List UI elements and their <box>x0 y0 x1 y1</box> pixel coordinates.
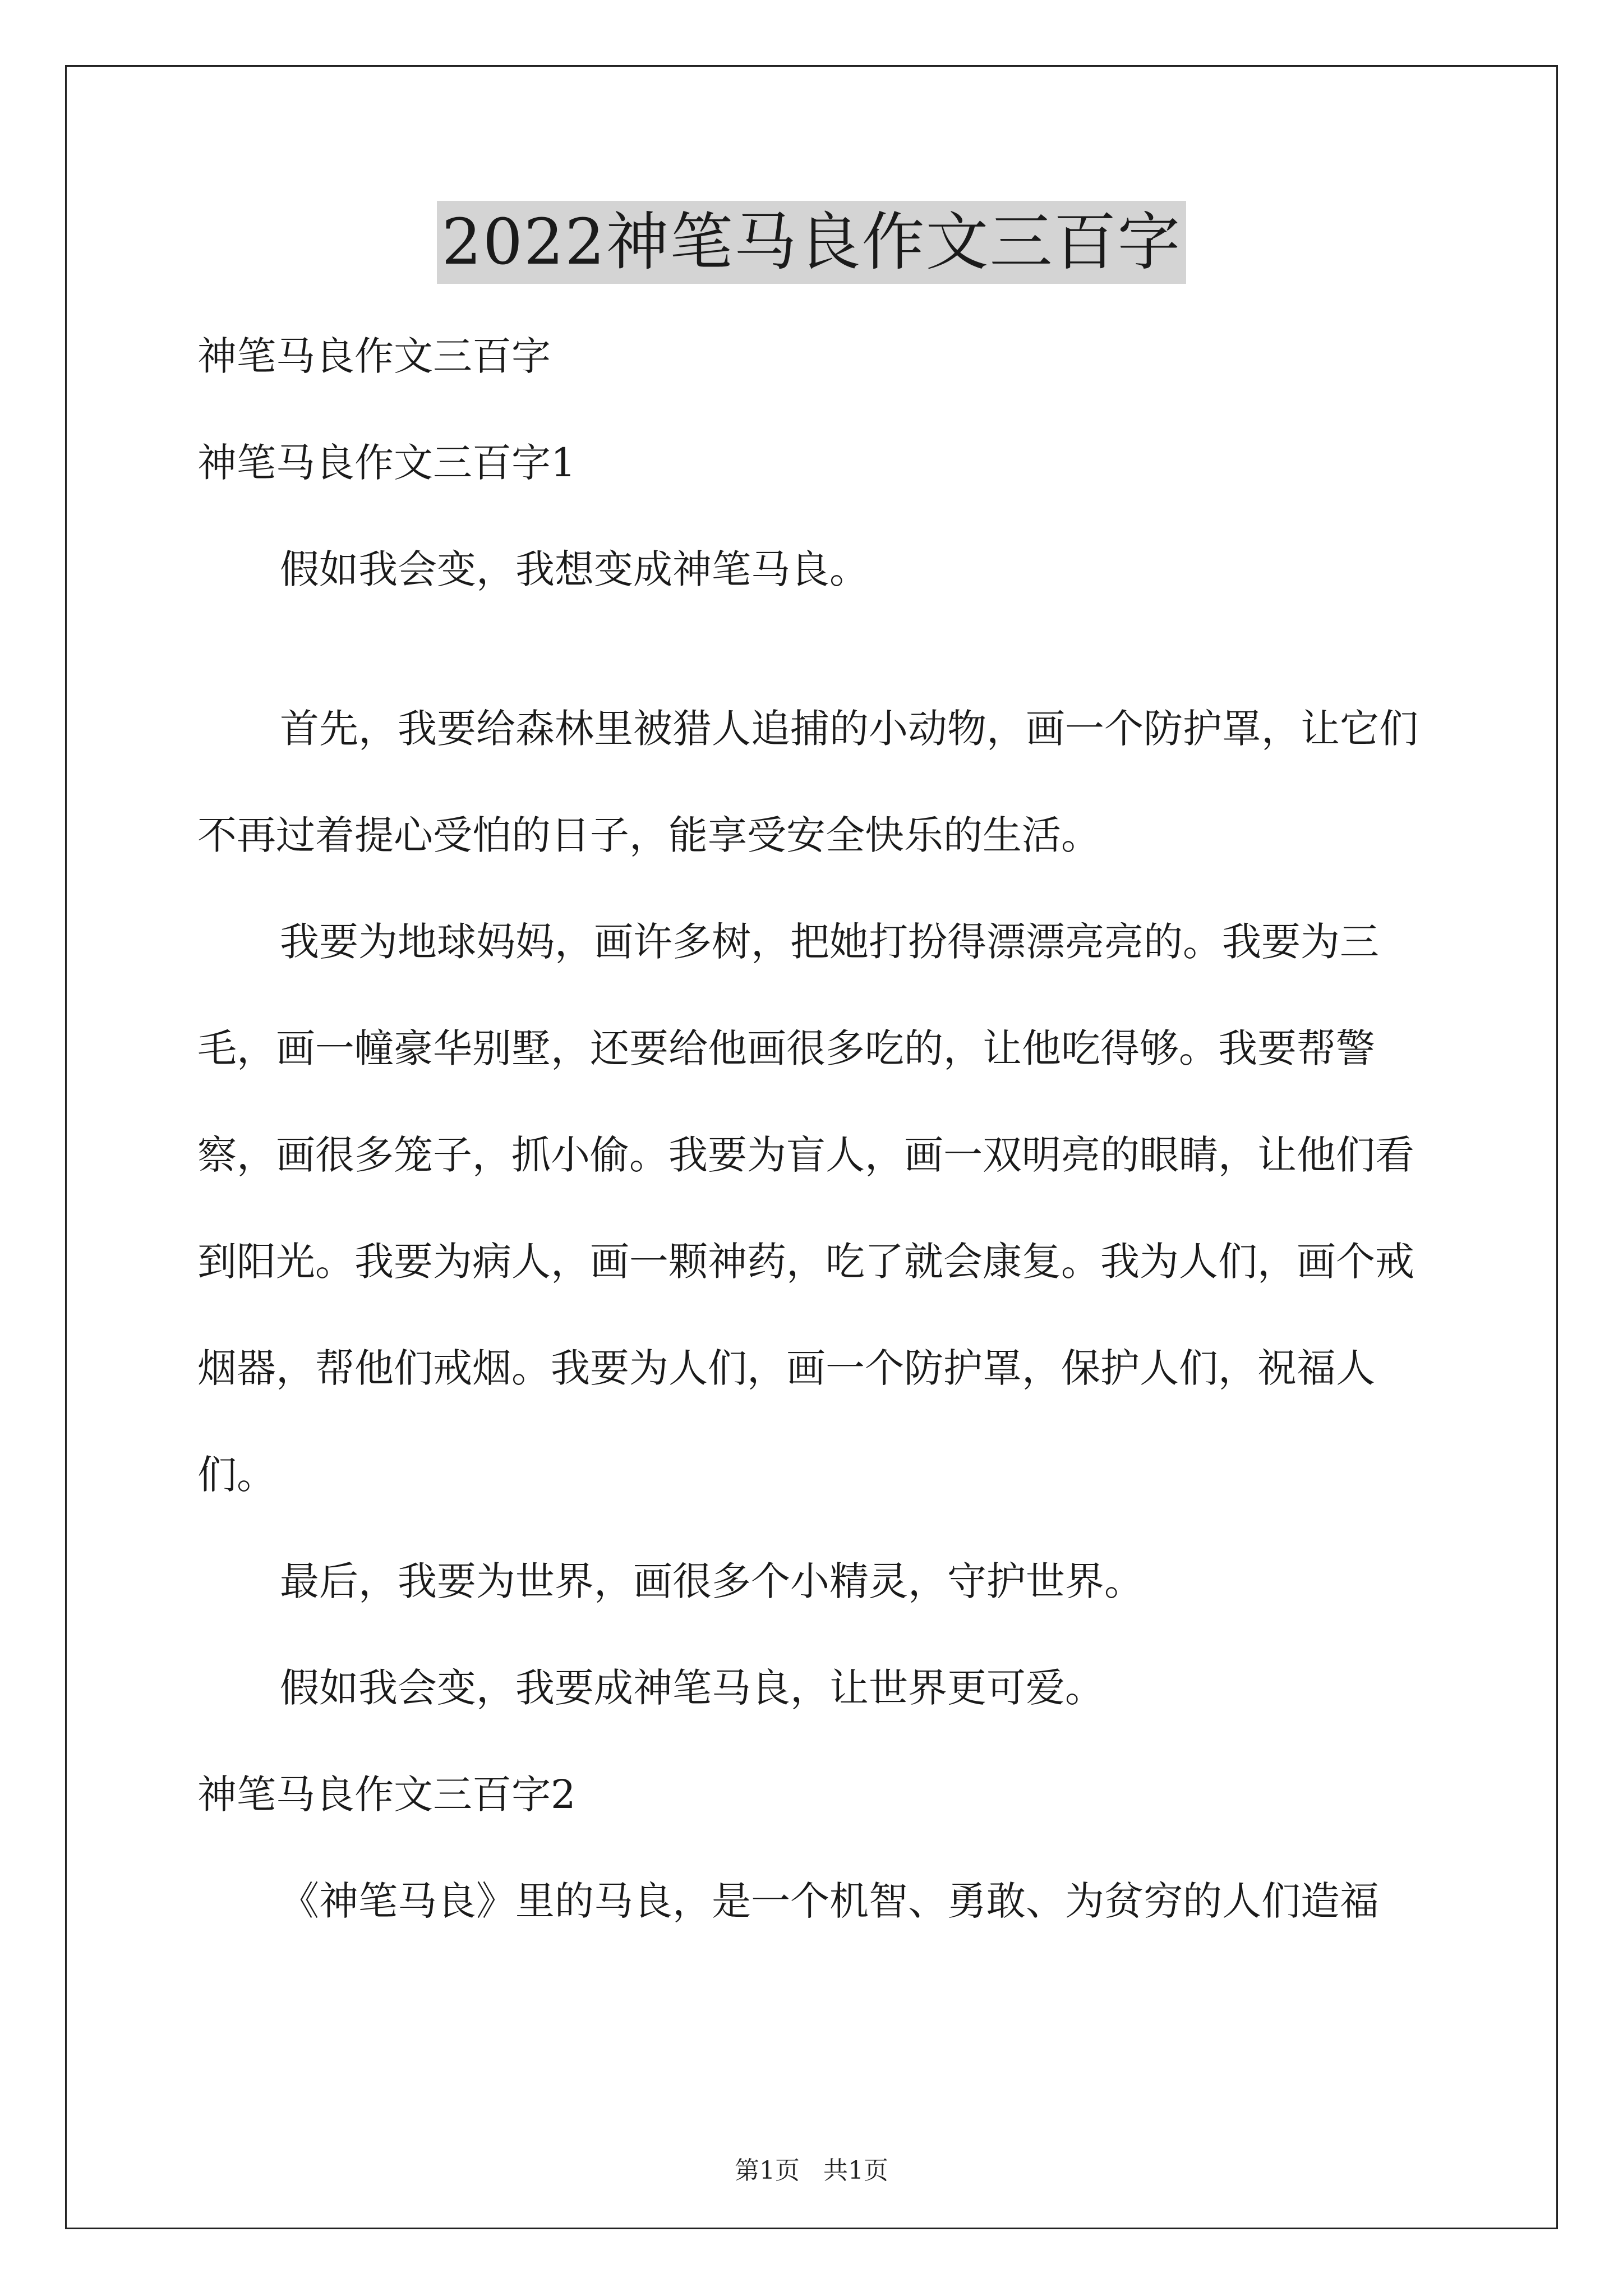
section-1-paragraph: 假如我会变，我想变成神笔马良。 <box>280 546 869 592</box>
section-2-paragraph: 《神笔马良》里的马良，是一个机智、勇敢、为贫穷的人们造福 <box>280 1878 1379 1924</box>
document-title: 2022神笔马良作文三百字 <box>437 201 1186 284</box>
section-1-heading: 神笔马良作文三百字1 <box>197 440 576 486</box>
section-1-paragraph: 我要为地球妈妈，画许多树，把她打扮得漂漂亮亮的。我要为三毛，画一幢豪华别墅，还要给他画很多吃的，让他吃得够。我要帮警察，画很多笼子，抓小偷。我要为盲人，画一双明亮的眼睛，让他们看到阳光。我要为病人，画一颗神药，吃了就会康复。我为人们，画个戒烟器，帮他们戒烟。我要为人们，画一个防护罩，保护人们，祝福人们。 <box>197 919 1414 1498</box>
page-number-total: 共1页 <box>823 2156 888 2185</box>
section-1-paragraph: 最后，我要为世界，画很多个小精灵，守护世界。 <box>280 1558 1144 1604</box>
section-1-paragraph: 假如我会变，我要成神笔马良，让世界更可爱。 <box>280 1665 1104 1711</box>
title-container <box>0 201 1623 284</box>
page-number-current: 第1页 <box>735 2156 800 2185</box>
section-2-heading: 神笔马良作文三百字2 <box>197 1772 576 1818</box>
page-footer <box>0 2154 1623 2188</box>
section-1-paragraph: 首先，我要给森林里被猎人追捕的小动物，画一个防护罩，让它们不再过着提心受怕的日子，能享受安全快乐的生活。 <box>197 706 1418 858</box>
document-subtitle: 神笔马良作文三百字 <box>197 333 551 379</box>
document-body <box>197 303 1431 1954</box>
